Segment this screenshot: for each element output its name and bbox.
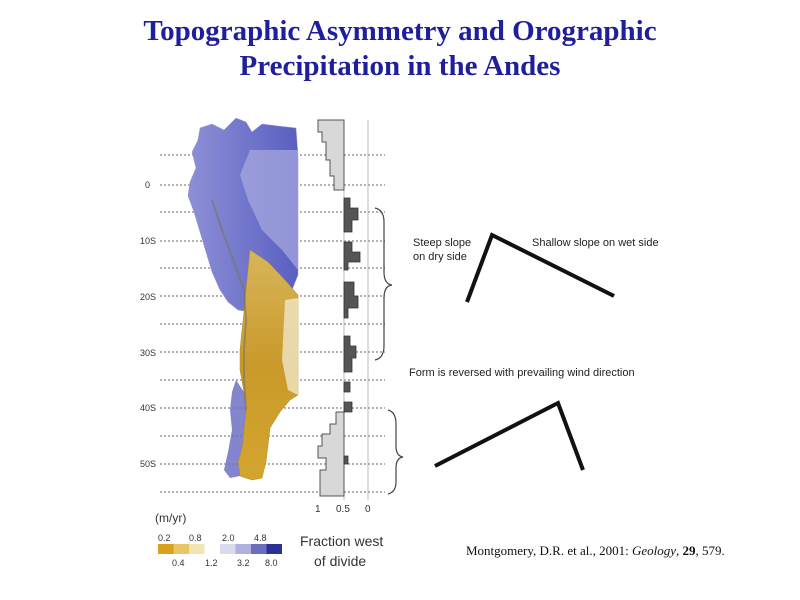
citation-volume: 29: [682, 543, 696, 558]
lat-label-10s: 10S: [140, 236, 157, 246]
precipitation-legend: [155, 511, 282, 568]
legend-swatch: [205, 544, 221, 554]
legend-swatch: [251, 544, 267, 554]
annotation-steep-slope: [413, 236, 471, 264]
annotation-reversed-form: Form is reversed with prevailing wind direction: [409, 367, 635, 379]
lat-label-50s: 50S: [140, 459, 157, 469]
lat-label-30s: 30S: [140, 348, 157, 358]
annotation-steep-line1: Steep slope: [413, 237, 472, 249]
legend-swatch: [267, 544, 283, 554]
citation-journal: Geology: [631, 543, 677, 558]
legend-swatch: [220, 544, 236, 554]
legend-top-3: 4.8: [254, 533, 267, 543]
brace-lower: [388, 410, 403, 494]
legend-top-0: 0.2: [158, 533, 171, 543]
annotation-shallow-slope: Shallow slope on wet side: [532, 237, 659, 249]
citation-sep: ,: [676, 543, 683, 558]
annotation-steep-line2: on dry side: [413, 251, 467, 263]
histogram-tick-05: 0.5: [336, 504, 350, 515]
legend-color-bar: [158, 544, 282, 554]
profile-reversed: [435, 403, 583, 470]
brace-upper: [375, 208, 392, 360]
legend-bottom-3: 8.0: [265, 558, 278, 568]
lat-label-40s: 40S: [140, 403, 157, 413]
histogram-label-line2: of divide: [314, 553, 367, 569]
fraction-histogram: [300, 120, 383, 569]
title-line-2: Precipitation in the Andes: [239, 50, 561, 82]
citation-authors: Montgomery, D.R. et al., 2001:: [466, 543, 632, 558]
legend-swatch: [158, 544, 174, 554]
legend-bottom-1: 1.2: [205, 558, 218, 568]
legend-top-2: 2.0: [222, 533, 235, 543]
citation: [466, 543, 725, 559]
legend-bottom-0: 0.4: [172, 558, 185, 568]
histogram-tick-0: 0: [365, 504, 371, 515]
legend-swatch: [236, 544, 252, 554]
legend-unit: (m/yr): [155, 511, 187, 525]
histogram-dark: [344, 198, 360, 464]
legend-top-1: 0.8: [189, 533, 202, 543]
precipitation-map: [188, 118, 298, 480]
legend-swatch: [189, 544, 205, 554]
title-line-1: Topographic Asymmetry and Orographic: [143, 15, 657, 47]
legend-swatch: [174, 544, 190, 554]
histogram-label-line1: Fraction west: [300, 533, 384, 549]
histogram-tick-1: 1: [315, 504, 321, 515]
legend-bottom-2: 3.2: [237, 558, 250, 568]
histogram-light-south: [318, 412, 344, 496]
latitude-labels: [140, 180, 156, 469]
lat-label-20s: 20S: [140, 292, 157, 302]
lat-label-0: 0: [145, 180, 151, 190]
citation-pages: , 579.: [695, 543, 725, 558]
